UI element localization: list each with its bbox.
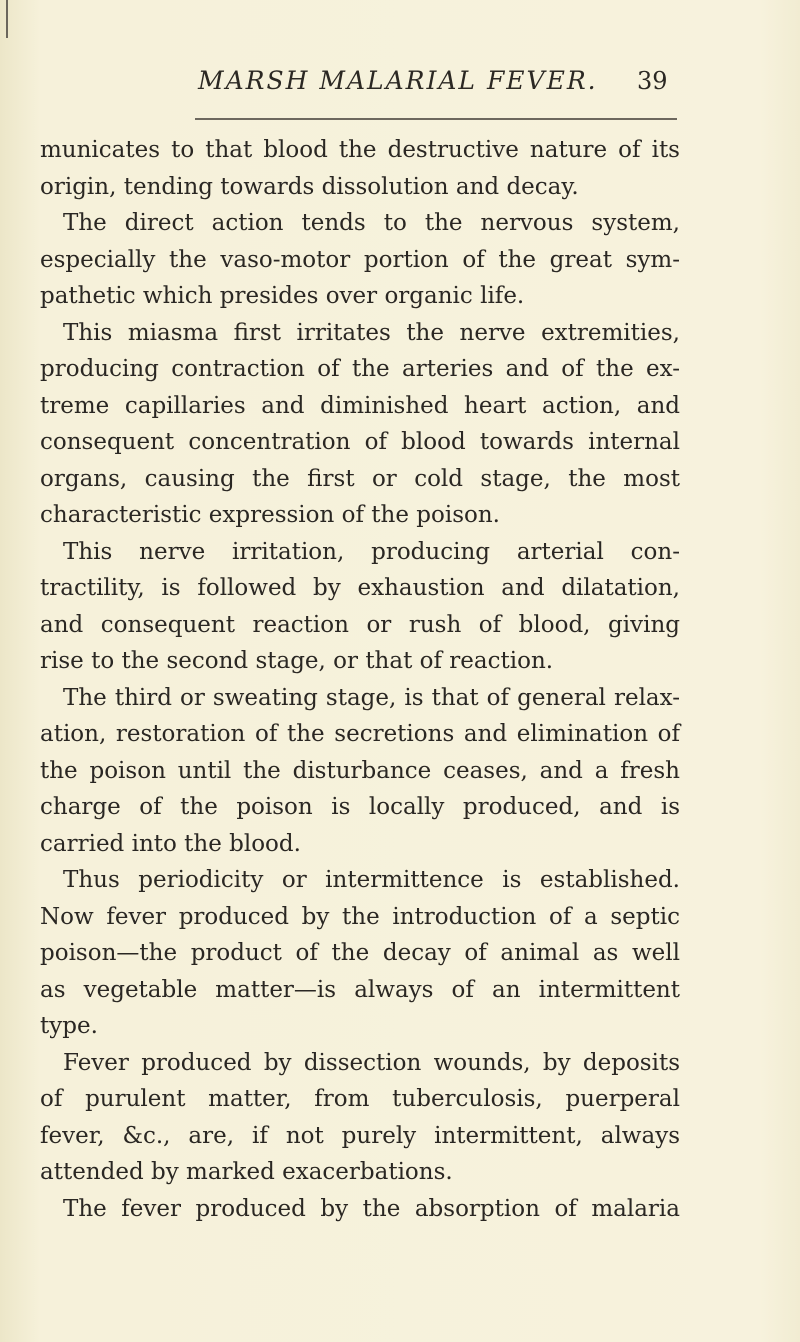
text-line: organs, causing the first or cold stage, the most: [40, 465, 680, 492]
text-line: origin, tending towards dissolution and decay.: [40, 173, 579, 200]
text-line: Fever produced by dissection wounds, by deposits: [63, 1049, 680, 1076]
text-line: characteristic expression of the poison.: [40, 502, 500, 528]
text-line: The third or sweating stage, is that of general relax-: [63, 684, 680, 711]
text-line: Thus periodicity or intermittence is established.: [63, 867, 680, 893]
text-line: the poison until the disturbance ceases, and a fresh: [40, 757, 680, 784]
text-line: ation, restoration of the secretions and elimination of: [40, 721, 680, 747]
text-line: The fever produced by the absorption of malaria: [63, 1195, 680, 1222]
page-edge-line: [6, 0, 8, 38]
text-line: This nerve irritation, producing arterial con-: [63, 538, 680, 565]
text-line: charge of the poison is locally produced, and is: [40, 794, 680, 820]
text-line: rise to the second stage, or that of reaction.: [40, 648, 554, 674]
text-line: This miasma first irritates the nerve extremities,: [63, 319, 680, 346]
text-line: carried into the blood.: [40, 830, 301, 857]
text-line: The direct action tends to the nervous system,: [63, 210, 680, 236]
text-line: consequent concentration of blood towards internal: [40, 429, 680, 455]
text-line: poison—the product of the decay of animal as well: [40, 940, 680, 966]
text-line: of purulent matter, from tuberculosis, puerperal: [40, 1086, 680, 1112]
text-line: tractility, is followed by exhaustion and dilatation,: [40, 575, 680, 601]
text-line: and consequent reaction or rush of blood, giving: [40, 611, 680, 638]
text-line: municates to that blood the destructive nature of its: [40, 137, 680, 163]
running-title: MARSH MALARIAL FEVER.: [198, 66, 598, 95]
page-number: 39: [637, 67, 668, 95]
page-header: [0, 66, 800, 106]
text-line: as vegetable matter—is always of an intermittent: [40, 976, 680, 1003]
text-line: producing contraction of the arteries and of the ex-: [40, 356, 680, 382]
text-line: treme capillaries and diminished heart action, and: [40, 392, 680, 419]
text-line: pathetic which presides over organic life.: [40, 283, 525, 309]
text-line: attended by marked exacerbations.: [40, 1159, 453, 1185]
text-line: fever, &c., are, if not purely intermittent, always: [40, 1122, 680, 1149]
text-line: Now fever produced by the introduction of a septic: [40, 903, 680, 930]
header-rule: [195, 118, 677, 120]
text-line: type.: [40, 1013, 98, 1039]
text-line: especially the vaso-motor portion of the great sym-: [40, 246, 680, 273]
body-text: [40, 132, 680, 1227]
